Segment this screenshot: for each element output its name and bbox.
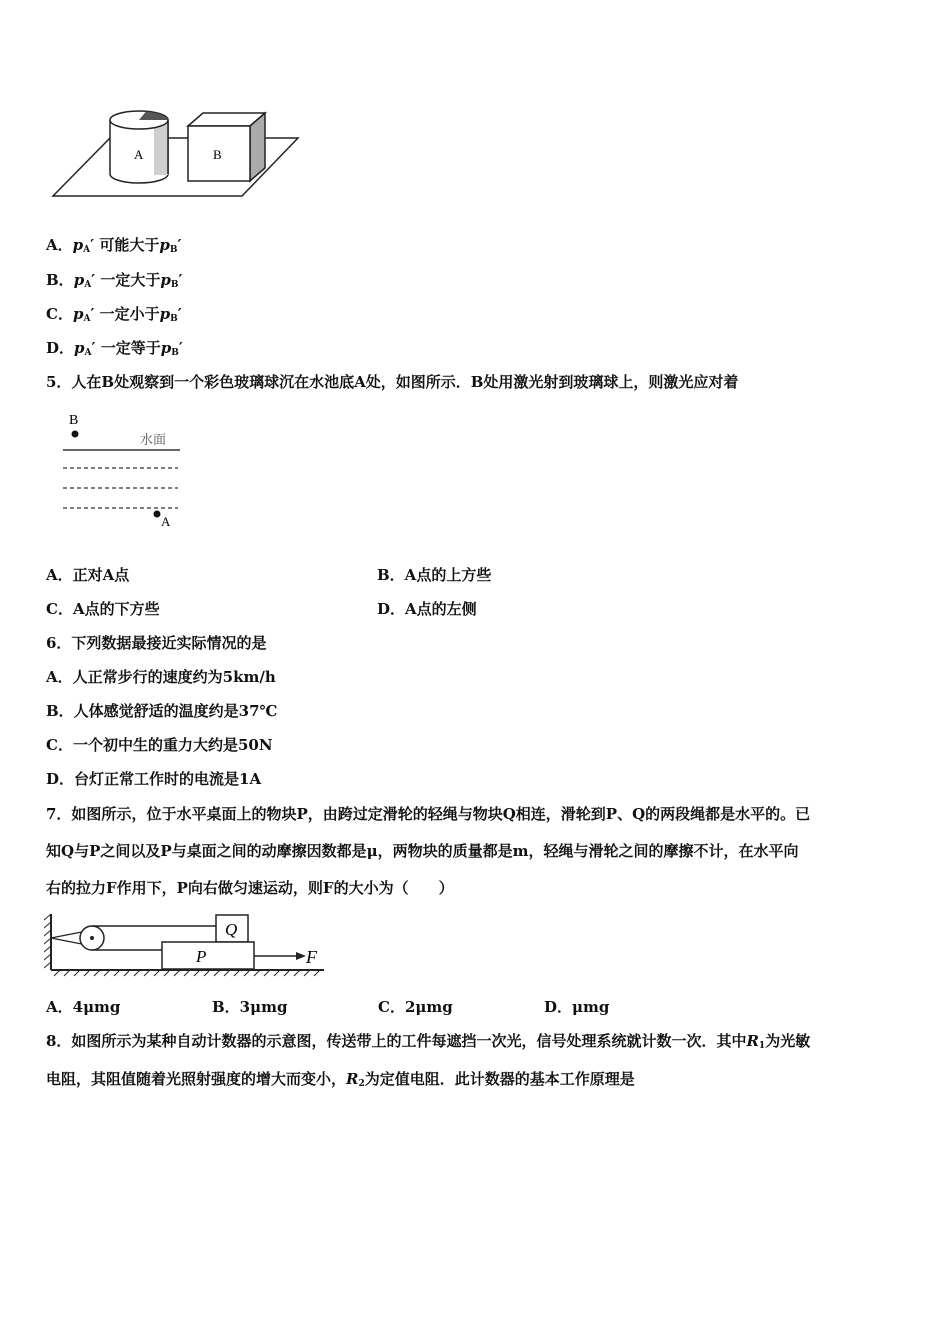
label-b: B (213, 147, 222, 162)
figure-pulley-blocks (44, 910, 329, 978)
q7-option-b[interactable]: B．3μmg (212, 998, 288, 1016)
q5-option-d[interactable]: D．A点的左侧 (377, 600, 477, 618)
q4-option-c[interactable]: C．$p_A'$ 一定小于$p_B'$ (46, 305, 182, 324)
q7-option-d[interactable]: D．μmg (544, 998, 610, 1016)
q6-option-a[interactable]: A．人正常步行的速度约为5km/h (46, 668, 276, 686)
q7-stem-line-3: 右的拉力F作用下，P向右做匀速运动，则F的大小为（ ） (46, 879, 454, 897)
force-f-label: F (306, 947, 317, 967)
figure-a-b-solids (48, 108, 304, 200)
block-p-label: P (196, 947, 207, 966)
point-a-label: A (161, 514, 171, 529)
q7-option-c[interactable]: C．2μmg (378, 998, 453, 1016)
q4-option-b[interactable]: B．$p_A'$ 一定大于$p_B'$ (46, 271, 183, 290)
q6-stem: 6．下列数据最接近实际情况的是 (46, 634, 267, 652)
q7-stem-line-2: 知Q与P之间以及P与桌面之间的动摩擦因数都是μ，两物块的质量都是m，轻绳与滑轮之间的摩擦不计，在水平向 (46, 842, 799, 860)
q7-option-a[interactable]: A．4μmg (46, 998, 121, 1016)
q6-option-c[interactable]: C．一个初中生的重力大约是50N (46, 736, 273, 754)
figure-water-pool (58, 410, 188, 532)
r2-symbol: R (346, 1070, 359, 1088)
q8-stem-line-2: 电阻，其阻值随着光照射强度的增大而变小，$R_2$为定值电阻．此计数器的基本工作原理是 (46, 1070, 635, 1089)
q7-options (46, 997, 609, 1017)
label-a: A (134, 147, 144, 162)
block-q-label: Q (225, 920, 238, 939)
water-surface-label: 水面 (140, 433, 167, 448)
q5-option-c[interactable]: C．A点的下方些 (46, 600, 160, 618)
q5-stem: 5．人在B处观察到一个彩色玻璃球沉在水池底A处，如图所示．B处用激光射到玻璃球上，则激光应对着 (46, 373, 739, 391)
q4-option-d[interactable]: D．$p_A'$ 一定等于$p_B'$ (46, 339, 183, 358)
q5-option-a[interactable]: A．正对A点 (46, 566, 130, 584)
q8-stem-line-1: 8．如图所示为某种自动计数器的示意图，传送带上的工件每遮挡一次光，信号处理系统就计数一次．其中$R_1$为光敏 (46, 1032, 811, 1051)
q6-option-d[interactable]: D．台灯正常工作时的电流是1A (46, 770, 262, 788)
q4-option-a[interactable]: A．$p_A'$ 可能大于$p_B'$ (46, 236, 182, 255)
q7-stem-line-1: 7．如图所示，位于水平桌面上的物块P，由跨过定滑轮的轻绳与物块Q相连，滑轮到P、Q的两段绳都是水平的。已 (46, 805, 811, 823)
q6-option-b[interactable]: B．人体感觉舒适的温度约是37℃ (46, 702, 278, 720)
r1-symbol: R (746, 1032, 759, 1050)
point-b-label: B (69, 413, 79, 428)
q5-option-b[interactable]: B．A点的上方些 (377, 566, 492, 584)
